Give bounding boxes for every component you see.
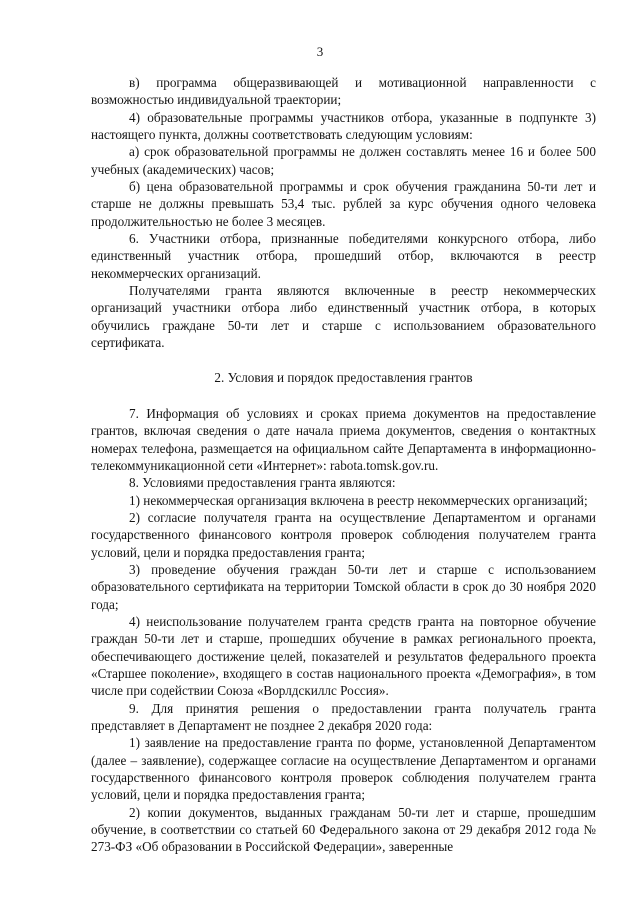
paragraph-4b: б) цена образовательной программы и срок обучения гражданина 50-ти лет и старше не должны превышать 53,4 тыс. рублей за курс обучения одного человека продолжительностью не более 3 месяцев. xyxy=(91,179,596,229)
paragraph-8-1: 1) некоммерческая организация включена в реестр некоммерческих организаций; xyxy=(129,492,588,508)
paragraph-8-4: 4) неиспользование получателем гранта средств гранта на повторное обучение граждан 50-ти лет и старше, прошедших обучение в рамках регионального проекта, обеспечивающего достижение целей, показателей и результатов федерального проекта «Старшее поколение», входящего в состав национального проекта «Демография», в том числе при содействии Союза «Ворлдскиллс Россия». xyxy=(91,613,596,699)
paragraph-8: 8. Условиями предоставления гранта являются: xyxy=(129,475,396,491)
paragraph-4: 4) образовательные программы участников отбора, указанные в подпункте 3) настоящего пункта, должны соответствовать следующим условиям: xyxy=(91,109,596,143)
paragraph-grant-recipients: Получателями гранта являются включенные в реестр некоммерческих организаций участники отбора либо единственный участник отбора, в которых обучились граждане 50-ти лет и старше с использованием образовательного сертификата. xyxy=(91,283,596,351)
paragraph-3v: в) программа общеразвивающей и мотивационной направленности с возможностью индивидуальной траектории; xyxy=(91,75,596,108)
section-heading: 2. Условия и порядок предоставления грантов xyxy=(214,369,473,385)
paragraph-4a: а) срок образовательной программы не должен составлять менее 16 и более 500 учебных (академических) часов; xyxy=(91,144,596,177)
paragraph-6: 6. Участники отбора, признанные победителями конкурсного отбора, либо единственный участник отбора, прошедший отбор, включаются в реестр некоммерческих организаций. xyxy=(91,231,596,281)
paragraph-8-3: 3) проведение обучения граждан 50-ти лет и старше с использованием образовательного сертификата на территории Томской области в срок до 30 ноября 2020 года; xyxy=(91,561,596,612)
paragraph-7: 7. Информация об условиях и сроках приема документов на предоставление грантов, включая сведения о дате начала приема документов, сведения о контактных номерах телефона, размещается на официальном сайте Департамента в информационно-телекоммуникационной сети «Интернет»: rabota.tomsk.gov.ru. xyxy=(91,405,596,473)
document-body xyxy=(91,74,596,856)
paragraph-9: 9. Для принятия решения о предоставлении гранта получатель гранта представляет в Департамент не позднее 2 декабря 2020 года: xyxy=(91,700,596,734)
page-number: 3 xyxy=(316,44,324,59)
paragraph-8-2: 2) согласие получателя гранта на осуществление Департаментом и органами государственного финансового контроля проверок соблюдения получателем гранта условий, цели и порядка предоставления гранта; xyxy=(91,509,596,560)
paragraph-9-1: 1) заявление на предоставление гранта по форме, установленной Департаментом (далее – заявление), содержащее согласие на осуществление Департаментом и органами государственного финансового контроля проверок соблюдения получателем гранта условий, цели и порядка предоставления гранта; xyxy=(91,735,596,803)
paragraph-9-2: 2) копии документов, выданных гражданам 50-ти лет и старше, прошедшим обучение, в соответствии со статьей 60 Федерального закона от 29 декабря 2012 года № 273-ФЗ «Об образовании в Российской Федерации», заверенные xyxy=(91,804,596,855)
